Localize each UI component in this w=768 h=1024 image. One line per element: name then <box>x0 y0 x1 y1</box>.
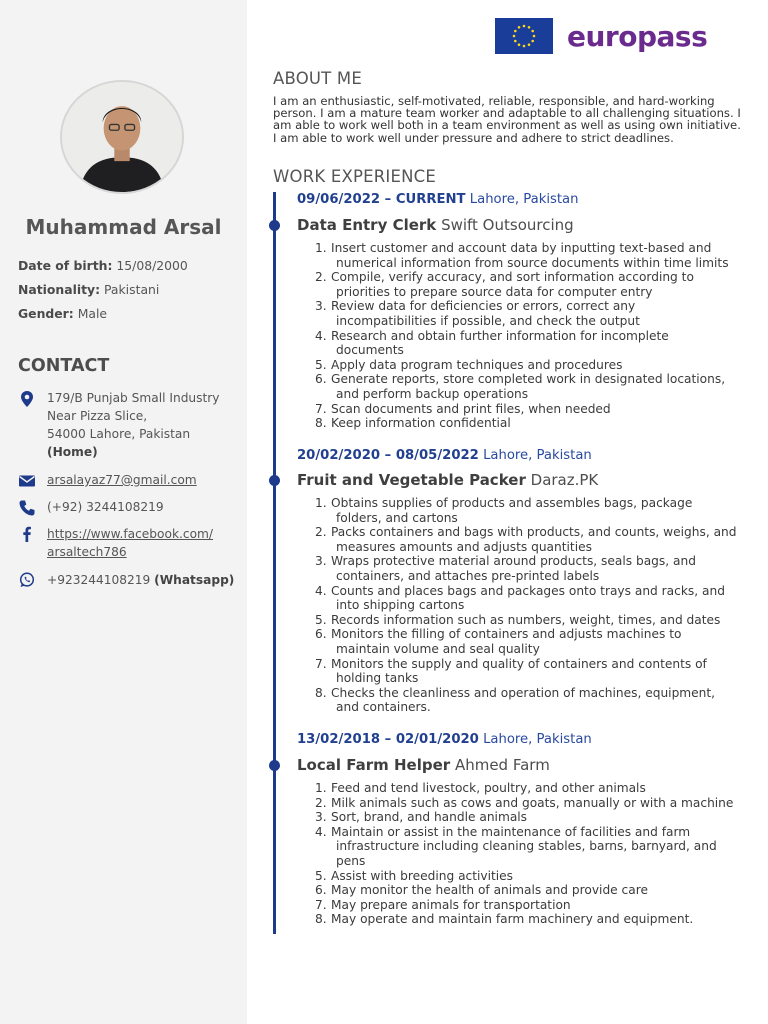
duty-text-line: Monitors the filling of containers and adjusts machines to <box>331 627 682 642</box>
duty-number: 8. <box>315 685 327 700</box>
duty-item <box>297 686 737 715</box>
duty-text-line: into shipping cartons <box>336 598 465 613</box>
duty-text-line: incompatibilities if possible, and check the output <box>336 313 640 328</box>
job-period: 09/06/2022 – CURRENT <box>297 192 466 207</box>
duty-number: 6. <box>315 883 327 898</box>
europass-wordmark: europass <box>567 19 708 53</box>
job-location: Lahore, Pakistan <box>483 732 592 747</box>
duty-item <box>297 796 737 811</box>
about-text: I am an enthusiastic, self-motivated, reliable, responsible, and hard-working person. I am a mature team worker and adaptable to all challenging situations. I am able to work well both in a team environment as well as using own initiative. I am able to work well under pressure and adhere to strict deadlines. <box>273 94 741 145</box>
duty-item <box>297 358 737 373</box>
job-company: Swift Outsourcing <box>441 216 574 234</box>
facebook-url-line[interactable]: arsaltech786 <box>47 545 127 559</box>
gender-label: Gender: <box>18 306 74 321</box>
duty-text-line: Research and obtain further information for incomplete <box>331 328 669 343</box>
duty-number: 4. <box>315 583 327 598</box>
timeline-line <box>273 192 276 934</box>
duty-item <box>297 657 737 686</box>
address-line: 54000 Lahore, Pakistan <box>47 427 191 441</box>
duty-number: 1. <box>315 496 327 510</box>
duty-item <box>297 869 737 884</box>
dob-value: 15/08/2000 <box>116 258 188 273</box>
job-duties-list <box>297 241 737 431</box>
duty-text-line: Obtains supplies of products and assembles bags, package <box>331 496 693 510</box>
work-experience-heading: WORK EXPERIENCE <box>273 167 436 186</box>
duty-text-line: maintain volume and seal quality <box>336 641 540 656</box>
email-link[interactable] <box>47 471 197 489</box>
duty-text-line: Generate reports, store completed work in designated locations, <box>331 372 726 387</box>
duty-number: 2. <box>315 270 327 285</box>
duty-number: 5. <box>315 357 327 372</box>
phone-icon <box>18 499 36 517</box>
duty-number: 6. <box>315 372 327 387</box>
job-date <box>297 732 592 747</box>
duty-text-line: priorities to prepare source data for computer entry <box>336 284 653 299</box>
job-location: Lahore, Pakistan <box>483 448 592 463</box>
gender-value: Male <box>77 306 108 321</box>
duty-text-line: May operate and maintain farm machinery and equipment. <box>331 912 694 927</box>
duty-item <box>297 883 737 898</box>
dob-label: Date of birth: <box>18 258 113 273</box>
duty-item <box>297 825 737 869</box>
date-of-birth <box>18 258 188 273</box>
sidebar <box>0 0 247 1024</box>
whatsapp-tag: (Whatsapp) <box>154 573 235 587</box>
facebook-link[interactable] <box>47 525 213 561</box>
gender <box>18 306 107 321</box>
duty-item <box>297 554 737 583</box>
duty-number: 5. <box>315 868 327 883</box>
job-title <box>297 756 550 774</box>
duty-item <box>297 270 737 299</box>
address <box>47 389 220 461</box>
europass-logo <box>495 18 707 54</box>
job-role: Data Entry Clerk <box>297 216 437 234</box>
job-duties-list <box>297 781 737 927</box>
job-date <box>297 448 592 463</box>
duty-number: 4. <box>315 824 327 839</box>
duty-text-line: numerical information from source documents within time limits <box>336 255 729 270</box>
duty-text-line: folders, and cartons <box>336 510 458 525</box>
location-pin-icon <box>18 390 36 408</box>
duty-text-line: Monitors the supply and quality of containers and contents of <box>331 656 707 671</box>
duty-text-line: Packs containers and bags with products, and counts, weighs, and <box>331 525 737 540</box>
duty-text-line: Keep information confidential <box>331 416 511 431</box>
timeline-dot <box>269 475 280 486</box>
duty-number: 1. <box>315 781 327 795</box>
job-period: 20/02/2020 – 08/05/2022 <box>297 448 479 463</box>
duty-text-line: May prepare animals for transportation <box>331 897 571 912</box>
duty-item <box>297 912 737 927</box>
nationality <box>18 282 159 297</box>
contact-heading: CONTACT <box>18 356 110 376</box>
duty-text-line: and perform backup operations <box>336 386 529 401</box>
avatar <box>60 80 184 194</box>
duty-item <box>297 329 737 358</box>
duty-text-line: Milk animals such as cows and goats, manually or with a machine <box>331 795 734 810</box>
duty-number: 2. <box>315 795 327 810</box>
duty-text-line: infrastructure including cleaning stables, barns, barnyard, and <box>336 839 717 854</box>
job-duties-list <box>297 496 737 715</box>
nationality-label: Nationality: <box>18 282 101 297</box>
duty-text-line: Maintain or assist in the maintenance of facilities and farm <box>331 824 691 839</box>
eu-flag-icon <box>495 18 553 54</box>
nationality-value: Pakistani <box>104 282 160 297</box>
facebook-url-line[interactable]: https://www.facebook.com/ <box>47 527 214 541</box>
duty-text-line: Counts and places bags and packages onto trays and racks, and <box>331 583 725 598</box>
duty-number: 3. <box>315 299 327 314</box>
phone-number[interactable]: (+92) 3244108219 <box>47 500 164 514</box>
duty-text-line: Review data for deficiencies or errors, correct any <box>331 299 636 314</box>
duty-text-line: holding tanks <box>336 671 419 686</box>
duty-item <box>297 627 737 656</box>
duty-text-line: Records information such as numbers, weight, times, and dates <box>331 612 721 627</box>
address-line: 179/B Punjab Small Industry <box>47 391 220 405</box>
duty-item <box>297 299 737 328</box>
duty-text-line: Scan documents and print files, when needed <box>331 401 611 416</box>
duty-text-line: documents <box>336 343 404 358</box>
job-company: Ahmed Farm <box>454 756 550 774</box>
job-date <box>297 192 578 207</box>
job-role: Local Farm Helper <box>297 756 451 774</box>
duty-number: 4. <box>315 328 327 343</box>
whatsapp-icon <box>18 571 36 589</box>
envelope-icon <box>18 472 36 490</box>
address-line: Near Pizza Slice, <box>47 409 148 423</box>
duty-text-line: Compile, verify accuracy, and sort information according to <box>331 270 694 285</box>
job-company: Daraz.PK <box>530 471 599 489</box>
duty-number: 6. <box>315 627 327 642</box>
duty-item <box>297 810 737 825</box>
duty-number: 2. <box>315 525 327 540</box>
duty-number: 7. <box>315 897 327 912</box>
whatsapp[interactable] <box>47 571 234 589</box>
about-heading: ABOUT ME <box>273 69 362 88</box>
profile-photo <box>62 82 182 192</box>
duty-text-line: pens <box>336 853 366 868</box>
email-text[interactable]: arsalayaz77@gmail.com <box>47 473 197 487</box>
duty-text-line: Assist with breeding activities <box>331 868 514 883</box>
duty-number: 7. <box>315 401 327 416</box>
duty-number: 8. <box>315 912 327 927</box>
person-name: Muhammad Arsal <box>25 215 222 239</box>
duty-item <box>297 241 737 270</box>
duty-item <box>297 898 737 913</box>
address-tag: (Home) <box>47 445 98 459</box>
duty-item <box>297 613 737 628</box>
duty-number: 3. <box>315 810 327 825</box>
whatsapp-number[interactable]: +923244108219 <box>47 573 151 587</box>
duty-text-line: containers, and attaches pre-printed labels <box>336 568 600 583</box>
duty-number: 1. <box>315 241 327 255</box>
job-title <box>297 216 574 234</box>
timeline-dot <box>269 220 280 231</box>
duty-item <box>297 416 737 431</box>
job-title <box>297 471 598 489</box>
duty-text-line: Wraps protective material around products, seals bags, and <box>331 554 696 569</box>
duty-number: 8. <box>315 416 327 431</box>
duty-number: 5. <box>315 612 327 627</box>
facebook-icon <box>18 525 36 543</box>
duty-text-line: Checks the cleanliness and operation of machines, equipment, <box>331 685 716 700</box>
duty-text-line: and containers. <box>336 700 431 715</box>
duty-text-line: Insert customer and account data by inputting text-based and <box>331 241 712 255</box>
duty-number: 3. <box>315 554 327 569</box>
duty-item <box>297 584 737 613</box>
duty-text-line: Apply data program techniques and procedures <box>331 357 623 372</box>
job-role: Fruit and Vegetable Packer <box>297 471 526 489</box>
duty-item <box>297 496 737 525</box>
duty-text-line: Feed and tend livestock, poultry, and other animals <box>331 781 646 795</box>
duty-number: 7. <box>315 656 327 671</box>
timeline-dot <box>269 760 280 771</box>
duty-text-line: measures amounts and adjusts quantities <box>336 539 592 554</box>
duty-item <box>297 402 737 417</box>
job-location: Lahore, Pakistan <box>469 192 579 207</box>
duty-item <box>297 525 737 554</box>
duty-text-line: May monitor the health of animals and provide care <box>331 883 648 898</box>
job-period: 13/02/2018 – 02/01/2020 <box>297 732 479 747</box>
duty-item <box>297 781 737 796</box>
duty-item <box>297 372 737 401</box>
duty-text-line: Sort, brand, and handle animals <box>331 810 528 825</box>
